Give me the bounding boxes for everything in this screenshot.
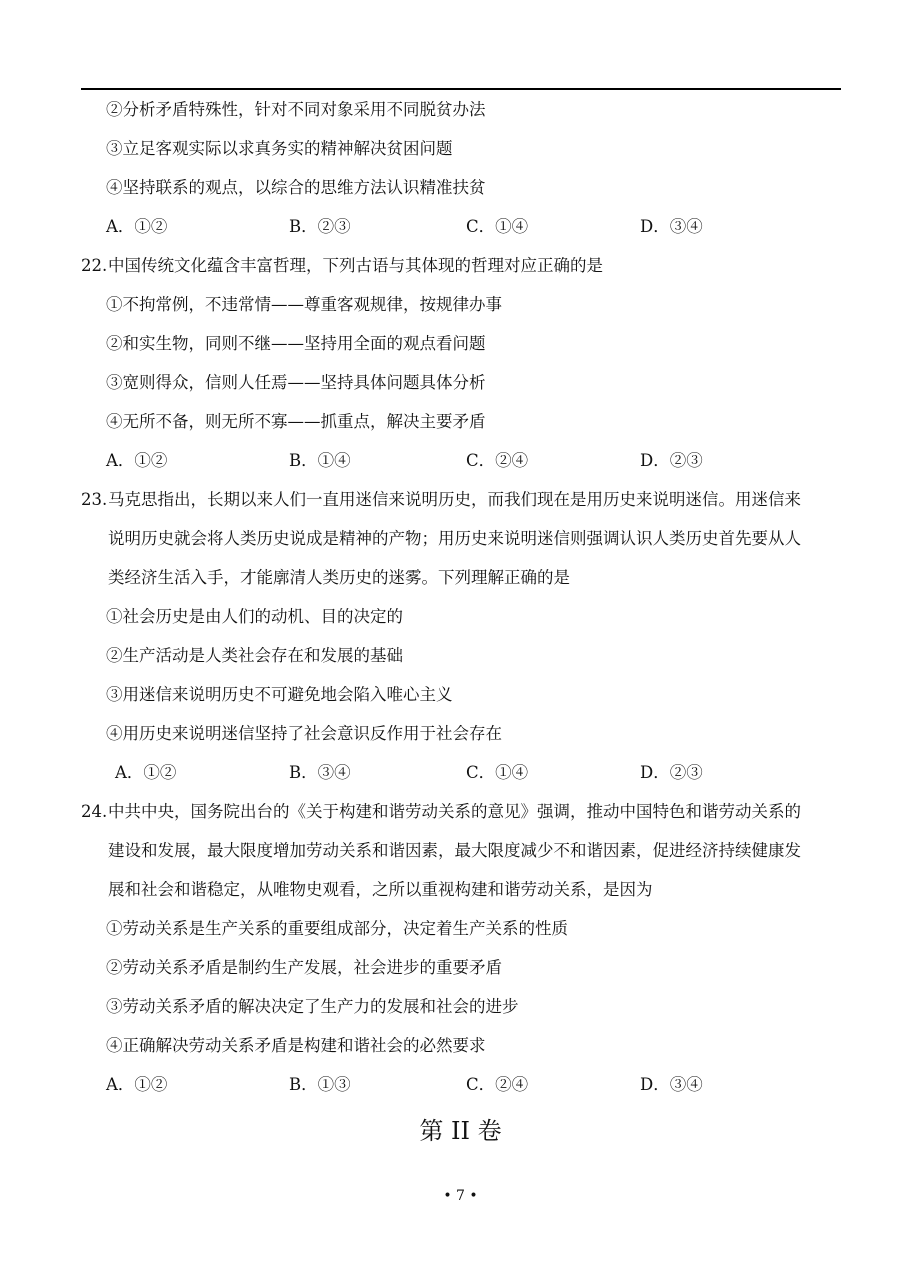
q24-item-2: ②劳动关系矛盾是制约生产发展，社会进步的重要矛盾 — [106, 958, 502, 977]
q21-item-4: ④坚持联系的观点，以综合的思维方法认识精准扶贫 — [106, 178, 486, 197]
q21-item-3: ③立足客观实际以求真务实的精神解决贫困问题 — [106, 139, 453, 158]
q24-item-4: ④正确解决劳动关系矛盾是构建和谐社会的必然要求 — [106, 1036, 486, 1055]
q23-option-a: A．①② — [115, 763, 177, 782]
q24-stem-line-1: 中共中央，国务院出台的《关于构建和谐劳动关系的意见》强调，推动中国特色和谐劳动关系的 — [108, 802, 801, 821]
page-number: • 7 • — [443, 1188, 478, 1204]
q22-option-a: A．①② — [106, 451, 168, 470]
q22-number: 22. — [81, 256, 108, 275]
q24-option-a: A．①② — [106, 1075, 168, 1094]
q24-option-c: C．②④ — [466, 1075, 529, 1094]
q21-option-a: A．①② — [106, 217, 168, 236]
q22-item-3: ③宽则得众，信则人任焉——坚持具体问题具体分析 — [106, 373, 486, 392]
q24-stem-line-3: 展和社会和谐稳定，从唯物史观看，之所以重视构建和谐劳动关系，是因为 — [108, 880, 653, 899]
q22-item-1: ①不拘常例，不违常情——尊重客观规律，按规律办事 — [106, 295, 502, 314]
q23-option-b: B．③④ — [289, 763, 351, 782]
q22-option-b: B．①④ — [289, 451, 351, 470]
q23-option-d: D．②③ — [640, 763, 703, 782]
q23-item-1: ①社会历史是由人们的动机、目的决定的 — [106, 607, 403, 626]
q24-item-3: ③劳动关系矛盾的解决决定了生产力的发展和社会的进步 — [106, 997, 519, 1016]
q23-number: 23. — [81, 490, 108, 509]
q22-item-4: ④无所不备，则无所不寡——抓重点，解决主要矛盾 — [106, 412, 486, 431]
q21-option-c: C．①④ — [466, 217, 529, 236]
header-rule — [81, 88, 841, 90]
q24-item-1: ①劳动关系是生产关系的重要组成部分，决定着生产关系的性质 — [106, 919, 568, 938]
q23-stem-line-2: 说明历史就会将人类历史说成是精神的产物；用历史来说明迷信则强调认识人类历史首先要从人 — [108, 529, 801, 548]
q21-option-d: D．③④ — [640, 217, 703, 236]
q24-option-d: D．③④ — [640, 1075, 703, 1094]
q24-stem-line-2: 建设和发展，最大限度增加劳动关系和谐因素，最大限度减少不和谐因素，促进经济持续健康发 — [108, 841, 801, 860]
q23-item-2: ②生产活动是人类社会存在和发展的基础 — [106, 646, 403, 665]
q23-stem-line-3: 类经济生活入手，才能廓清人类历史的迷雾。下列理解正确的是 — [108, 568, 570, 587]
q22-option-d: D．②③ — [640, 451, 703, 470]
q23-item-4: ④用历史来说明迷信坚持了社会意识反作用于社会存在 — [106, 724, 502, 743]
q24-number: 24. — [81, 802, 108, 821]
section-title: 第 II 卷 — [419, 1117, 502, 1145]
q23-stem-line-1: 马克思指出，长期以来人们一直用迷信来说明历史，而我们现在是用历史来说明迷信。用迷信来 — [108, 490, 801, 509]
q24-option-b: B．①③ — [289, 1075, 351, 1094]
q21-option-b: B．②③ — [289, 217, 351, 236]
q22-item-2: ②和实生物，同则不继——坚持用全面的观点看问题 — [106, 334, 486, 353]
q22-option-c: C．②④ — [466, 451, 529, 470]
q23-option-c: C．①④ — [466, 763, 529, 782]
q21-item-2: ②分析矛盾特殊性，针对不同对象采用不同脱贫办法 — [106, 100, 486, 119]
q22-stem: 中国传统文化蕴含丰富哲理，下列古语与其体现的哲理对应正确的是 — [108, 256, 603, 275]
q23-item-3: ③用迷信来说明历史不可避免地会陷入唯心主义 — [106, 685, 453, 704]
